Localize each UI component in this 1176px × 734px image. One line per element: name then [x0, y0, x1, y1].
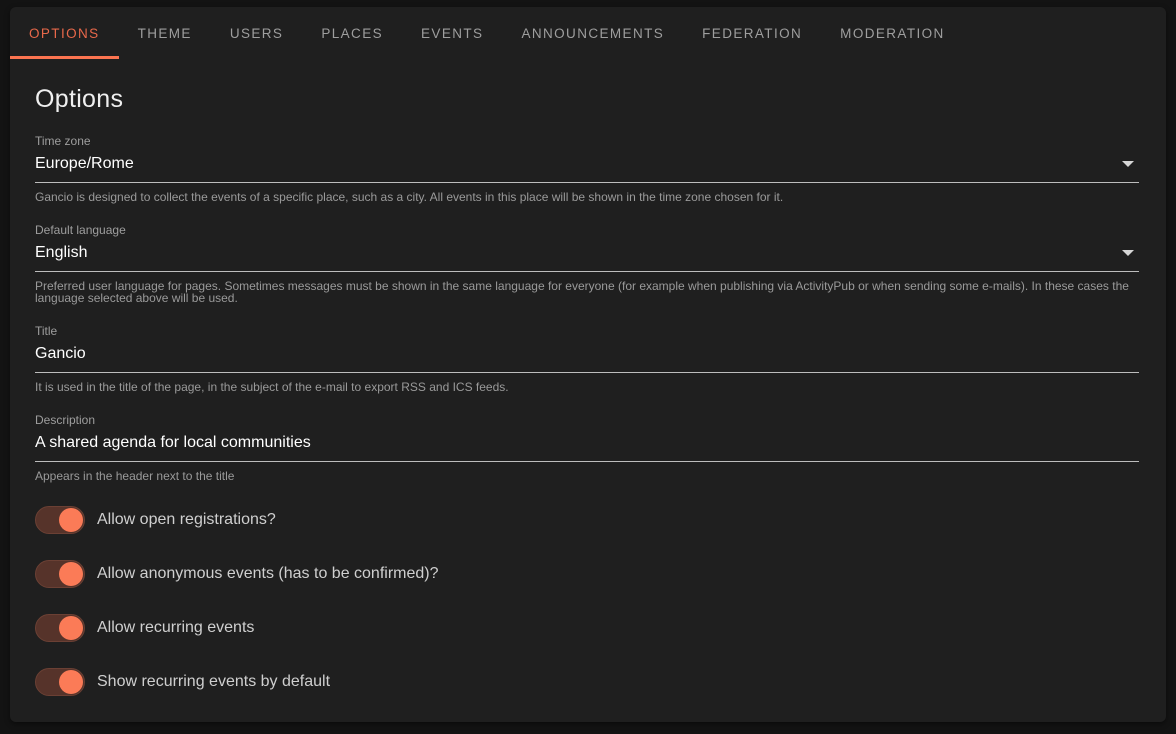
page-title: Options	[35, 85, 124, 113]
title-label: Title	[35, 324, 58, 338]
tab-users[interactable]: USERS	[229, 25, 284, 41]
toggle-knob	[59, 616, 83, 640]
title-input-wrap	[35, 341, 1139, 373]
chevron-down-icon[interactable]	[1122, 161, 1134, 167]
language-label: Default language	[35, 223, 126, 237]
timezone-label: Time zone	[35, 134, 91, 148]
open-registrations-row	[35, 506, 1139, 534]
recurring-events-label: Allow recurring events	[97, 619, 255, 636]
title-input[interactable]	[35, 343, 1139, 365]
show-recurring-toggle[interactable]	[35, 668, 85, 696]
language-select[interactable]	[35, 240, 1139, 272]
title-field	[35, 324, 1139, 393]
toggle-knob	[59, 670, 83, 694]
recurring-events-row	[35, 614, 1139, 642]
timezone-hint: Gancio is designed to collect the events of a specific place, such as a city. All events in this place will be shown in the time zone chosen for it.	[35, 190, 784, 204]
settings-card	[10, 7, 1166, 722]
timezone-select[interactable]	[35, 151, 1139, 183]
timezone-field	[35, 134, 1139, 203]
toggle-knob	[59, 562, 83, 586]
description-input[interactable]	[35, 432, 1139, 454]
tab-theme[interactable]: THEME	[137, 25, 192, 41]
open-registrations-label: Allow open registrations?	[97, 511, 276, 528]
timezone-value: Europe/Rome	[35, 155, 134, 172]
title-hint: It is used in the title of the page, in the subject of the e-mail to export RSS and ICS feeds.	[35, 380, 509, 394]
language-hint: Preferred user language for pages. Sometimes messages must be shown in the same language for everyone (for example when publishing via ActivityPub or when sending some e-mails). In these cases the language selected above will be used.	[35, 279, 1129, 305]
description-hint: Appears in the header next to the title	[35, 469, 235, 483]
tab-bar	[10, 7, 1166, 59]
toggle-section	[35, 506, 1139, 696]
tab-options[interactable]: OPTIONS	[10, 7, 119, 59]
open-registrations-toggle[interactable]	[35, 506, 85, 534]
show-recurring-label: Show recurring events by default	[97, 673, 331, 690]
tab-federation[interactable]: FEDERATION	[702, 25, 803, 41]
tab-places[interactable]: PLACES	[321, 25, 384, 41]
anonymous-events-toggle[interactable]	[35, 560, 85, 588]
language-field	[35, 223, 1139, 304]
show-recurring-row	[35, 668, 1139, 696]
toggle-knob	[59, 508, 83, 532]
tab-events[interactable]: EVENTS	[421, 25, 484, 41]
tab-announcements[interactable]: ANNOUNCEMENTS	[521, 25, 665, 41]
language-value: English	[35, 244, 88, 261]
tab-moderation[interactable]: MODERATION	[840, 25, 945, 41]
description-input-wrap	[35, 430, 1139, 462]
chevron-down-icon[interactable]	[1122, 250, 1134, 256]
recurring-events-toggle[interactable]	[35, 614, 85, 642]
options-panel	[10, 59, 1166, 696]
description-label: Description	[35, 413, 96, 427]
description-field	[35, 413, 1139, 482]
anonymous-events-label: Allow anonymous events (has to be confirmed)?	[97, 565, 439, 582]
anonymous-events-row	[35, 560, 1139, 588]
